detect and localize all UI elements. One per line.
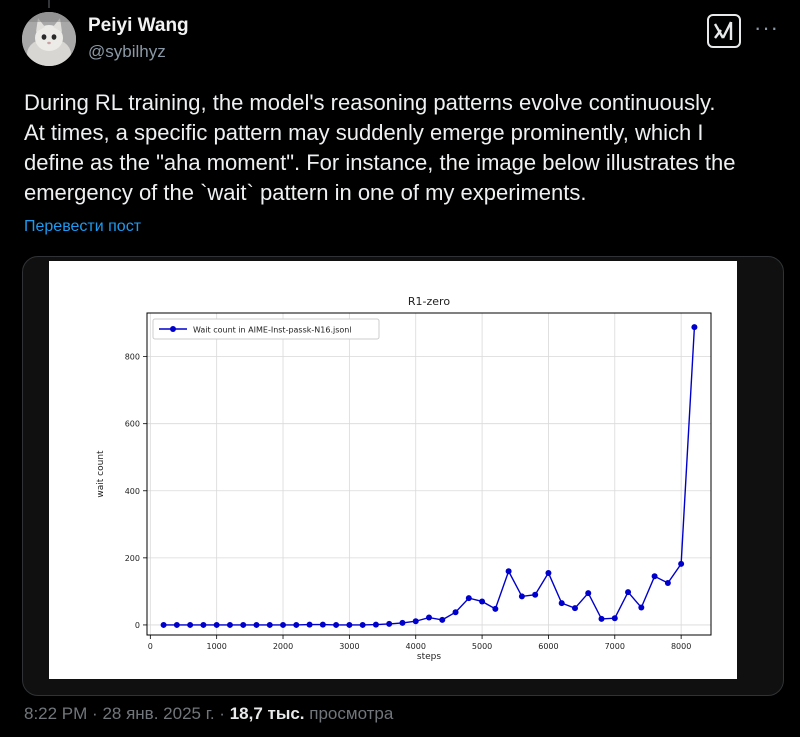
- data-point: [253, 622, 259, 628]
- data-point: [174, 622, 180, 628]
- data-point: [227, 622, 233, 628]
- data-point: [161, 622, 167, 628]
- data-point: [519, 593, 525, 599]
- y-tick-label: 0: [134, 620, 140, 630]
- y-tick-label: 800: [124, 352, 140, 362]
- data-point: [625, 589, 631, 595]
- x-tick-label: 4000: [405, 642, 426, 651]
- meta-separator: ·: [92, 704, 98, 723]
- data-point: [678, 561, 684, 567]
- data-point: [479, 598, 485, 604]
- chart-title: R1-zero: [407, 295, 451, 308]
- data-point: [373, 622, 379, 628]
- thread-connector-line: [48, 0, 50, 8]
- author-name[interactable]: Peiyi Wang: [88, 15, 189, 36]
- grok-icon[interactable]: [707, 14, 741, 48]
- data-point: [399, 620, 405, 626]
- data-point: [386, 621, 392, 627]
- tweet-text: During RL training, the model's reasoning patterns evolve continuously. At times, a specific pattern may suddenly emerge prominently, which I define as the "aha moment". For instance, the image below illustrates the emergency of the `wait` pattern in one of my experiments.: [24, 90, 736, 205]
- data-point: [466, 595, 472, 601]
- data-point: [214, 622, 220, 628]
- y-tick-label: 600: [124, 419, 140, 429]
- x-tick-label: 6000: [538, 642, 559, 651]
- x-tick-label: 8000: [670, 642, 692, 651]
- cat-avatar-icon[interactable]: [22, 12, 76, 66]
- y-tick-label: 200: [124, 553, 140, 563]
- x-tick-label: 5000: [471, 642, 493, 651]
- tweet-meta: [24, 704, 393, 724]
- legend-label: Wait count in AIME-Inst-passk-N16.jsonl: [193, 325, 352, 335]
- data-point: [187, 622, 193, 628]
- translate-post-link[interactable]: Перевести пост: [24, 218, 142, 235]
- data-point: [612, 615, 618, 621]
- line-chart: [49, 261, 737, 679]
- plot-frame: [147, 313, 711, 635]
- chart-image: [49, 261, 737, 679]
- data-point: [691, 324, 697, 330]
- views-count: 18,7 тыс.: [229, 704, 305, 723]
- data-point: [492, 606, 498, 612]
- x-tick-label: 0: [147, 642, 153, 651]
- x-tick-label: 1000: [206, 642, 227, 651]
- data-point: [585, 590, 591, 596]
- tweet-header: [22, 12, 782, 72]
- data-point: [572, 605, 578, 611]
- data-point: [638, 604, 644, 610]
- data-point: [333, 622, 339, 628]
- data-point: [506, 568, 512, 574]
- data-point: [200, 622, 206, 628]
- post-time[interactable]: 8:22 PM: [24, 704, 88, 723]
- author-handle[interactable]: @sybilhyz: [88, 42, 166, 61]
- data-point: [240, 622, 246, 628]
- x-tick-label: 7000: [604, 642, 625, 651]
- data-point: [599, 616, 605, 622]
- data-point: [665, 580, 671, 586]
- data-point: [346, 622, 352, 628]
- chart-legend: [153, 319, 379, 339]
- meta-separator: ·: [219, 704, 225, 723]
- data-point: [532, 592, 538, 598]
- more-icon[interactable]: ···: [754, 15, 779, 40]
- data-point: [293, 622, 299, 628]
- views-label: просмотра: [309, 704, 394, 723]
- data-point: [413, 618, 419, 624]
- data-point: [320, 622, 326, 628]
- data-point: [545, 570, 551, 576]
- y-tick-label: 400: [124, 486, 140, 496]
- x-axis-label: steps: [416, 652, 442, 662]
- legend-point-marker: [170, 326, 176, 332]
- x-tick-label: 2000: [272, 642, 294, 651]
- data-point: [652, 573, 658, 579]
- data-point: [439, 617, 445, 623]
- tweet-media[interactable]: [22, 256, 784, 696]
- x-tick-label: 3000: [339, 642, 360, 651]
- y-axis-label: wait count: [96, 450, 106, 498]
- data-point: [453, 609, 459, 615]
- data-point: [426, 615, 432, 621]
- data-point: [307, 622, 313, 628]
- post-date[interactable]: 28 янв. 2025 г.: [102, 704, 215, 723]
- data-point: [280, 622, 286, 628]
- data-point: [267, 622, 273, 628]
- data-point: [360, 622, 366, 628]
- data-point: [559, 600, 565, 606]
